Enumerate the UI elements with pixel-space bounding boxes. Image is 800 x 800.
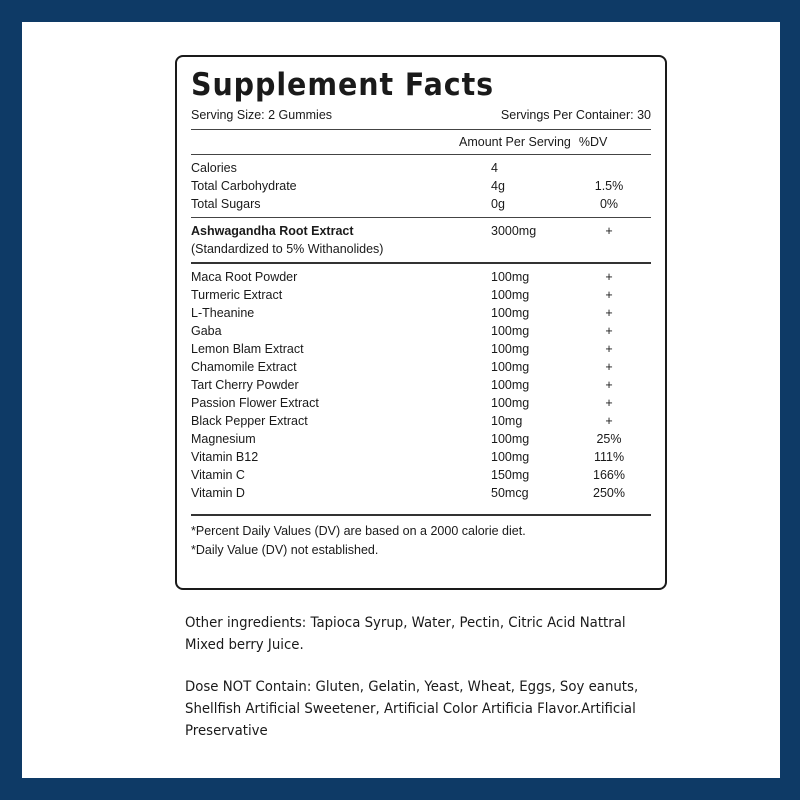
nutrient-row <box>191 177 651 195</box>
nutrient-row <box>191 159 651 177</box>
servings-per-container: Servings Per Container: 30 <box>500 108 651 122</box>
colhead-dv: %DV <box>578 135 608 149</box>
ashwagandha-note-row <box>191 240 651 258</box>
column-headers <box>191 130 651 155</box>
ingredient-dv: + <box>605 324 613 338</box>
does-not-contain-text: Gluten, Gelatin, Yeast, Wheat, Eggs, Soy eanuts, Shellfish Artificial Sweetener, Artificial Color Artificia Flavor.Artificial Preservative <box>185 679 639 739</box>
serving-size: Serving Size: 2 Gummies <box>191 108 333 122</box>
ingredient-name: Tart Cherry Powder <box>191 378 299 392</box>
ingredient-row <box>191 340 651 358</box>
ingredient-row <box>191 268 651 286</box>
ingredient-dv: + <box>605 396 613 410</box>
nutrient-dv: 0% <box>599 197 619 211</box>
ingredient-amount: 100mg <box>491 378 530 392</box>
ashwagandha-note: (Standardized to 5% Withanolides) <box>191 242 384 256</box>
ingredient-dv: + <box>605 378 613 392</box>
ingredient-row <box>191 304 651 322</box>
ashwagandha-dv: + <box>605 224 613 238</box>
ingredient-amount: 150mg <box>491 468 530 482</box>
ingredient-dv: + <box>605 288 613 302</box>
nutrient-dv: 1.5% <box>594 179 624 193</box>
ingredient-amount: 100mg <box>491 306 530 320</box>
ingredient-row <box>191 412 651 430</box>
ashwagandha-name: Ashwagandha Root Extract <box>191 224 354 238</box>
ingredient-row <box>191 376 651 394</box>
ingredient-dv: + <box>605 306 613 320</box>
ashwagandha-section <box>191 218 651 264</box>
panel-title: Supplement Facts <box>191 67 495 103</box>
does-not-contain-label: Dose NOT Contain: <box>185 679 312 695</box>
ingredient-name: Vitamin D <box>191 486 245 500</box>
ingredient-name: Passion Flower Extract <box>191 396 319 410</box>
ingredient-amount: 100mg <box>491 450 530 464</box>
nutrient-row <box>191 195 651 213</box>
ingredient-row <box>191 358 651 376</box>
ingredient-amount: 100mg <box>491 360 530 374</box>
ingredient-dv: 25% <box>596 432 622 446</box>
nutrient-name: Total Sugars <box>191 197 261 211</box>
ingredient-name: Chamomile Extract <box>191 360 297 374</box>
ingredient-dv: + <box>605 270 613 284</box>
other-ingredients <box>185 612 641 656</box>
other-ingredients-text: Tapioca Syrup, Water, Pectin, Citric Acid Nattral Mixed berry Juice. <box>185 615 626 653</box>
other-ingredients-label: Other ingredients: <box>185 615 307 631</box>
ingredient-name: Vitamin C <box>191 468 245 482</box>
basics-section <box>191 155 651 218</box>
ingredient-name: Maca Root Powder <box>191 270 298 284</box>
footnote-dv-basis: *Percent Daily Values (DV) are based on a 2000 calorie diet. <box>191 524 526 538</box>
ashwagandha-row <box>191 222 651 240</box>
nutrient-name: Total Carbohydrate <box>191 179 297 193</box>
ingredient-amount: 100mg <box>491 288 530 302</box>
ingredient-name: Turmeric Extract <box>191 288 283 302</box>
ingredient-row <box>191 430 651 448</box>
ingredient-amount: 100mg <box>491 396 530 410</box>
ingredient-dv: + <box>605 342 613 356</box>
footnote-dv-not-established: *Daily Value (DV) not established. <box>191 543 379 557</box>
ingredient-dv: 111% <box>593 450 625 464</box>
nutrient-amount: 0g <box>491 197 505 211</box>
ingredient-name: Magnesium <box>191 432 256 446</box>
ingredients-section <box>191 264 651 516</box>
nutrient-amount: 4g <box>491 179 505 193</box>
ingredient-row <box>191 286 651 304</box>
nutrient-amount: 4 <box>491 161 498 175</box>
ingredient-name: Vitamin B12 <box>191 450 259 464</box>
ingredient-name: Gaba <box>191 324 222 338</box>
nutrient-name: Calories <box>191 161 237 175</box>
ingredient-amount: 10mg <box>491 414 523 428</box>
ingredient-amount: 100mg <box>491 270 530 284</box>
supplement-facts-panel <box>175 55 667 590</box>
colhead-amount: Amount Per Serving <box>459 135 571 149</box>
ingredient-row <box>191 394 651 412</box>
ingredient-dv: + <box>605 360 613 374</box>
ingredient-name: Black Pepper Extract <box>191 414 308 428</box>
ingredient-row <box>191 448 651 466</box>
label-sheet <box>22 22 780 778</box>
ingredient-row <box>191 466 651 484</box>
ingredient-dv: 166% <box>593 468 625 482</box>
ingredient-dv: + <box>605 414 613 428</box>
ingredient-amount: 100mg <box>491 324 530 338</box>
ingredient-dv: 250% <box>593 486 625 500</box>
ingredient-amount: 100mg <box>491 342 530 356</box>
ingredient-row <box>191 484 651 502</box>
footnotes <box>191 516 651 560</box>
does-not-contain <box>185 676 641 742</box>
serving-info <box>191 105 651 130</box>
ingredient-name: Lemon Blam Extract <box>191 342 304 356</box>
ingredient-amount: 100mg <box>491 432 530 446</box>
ingredient-row <box>191 322 651 340</box>
ashwagandha-amount: 3000mg <box>491 224 537 238</box>
ingredients-text <box>185 612 665 762</box>
ingredient-name: L-Theanine <box>191 306 255 320</box>
ingredient-amount: 50mcg <box>491 486 529 500</box>
